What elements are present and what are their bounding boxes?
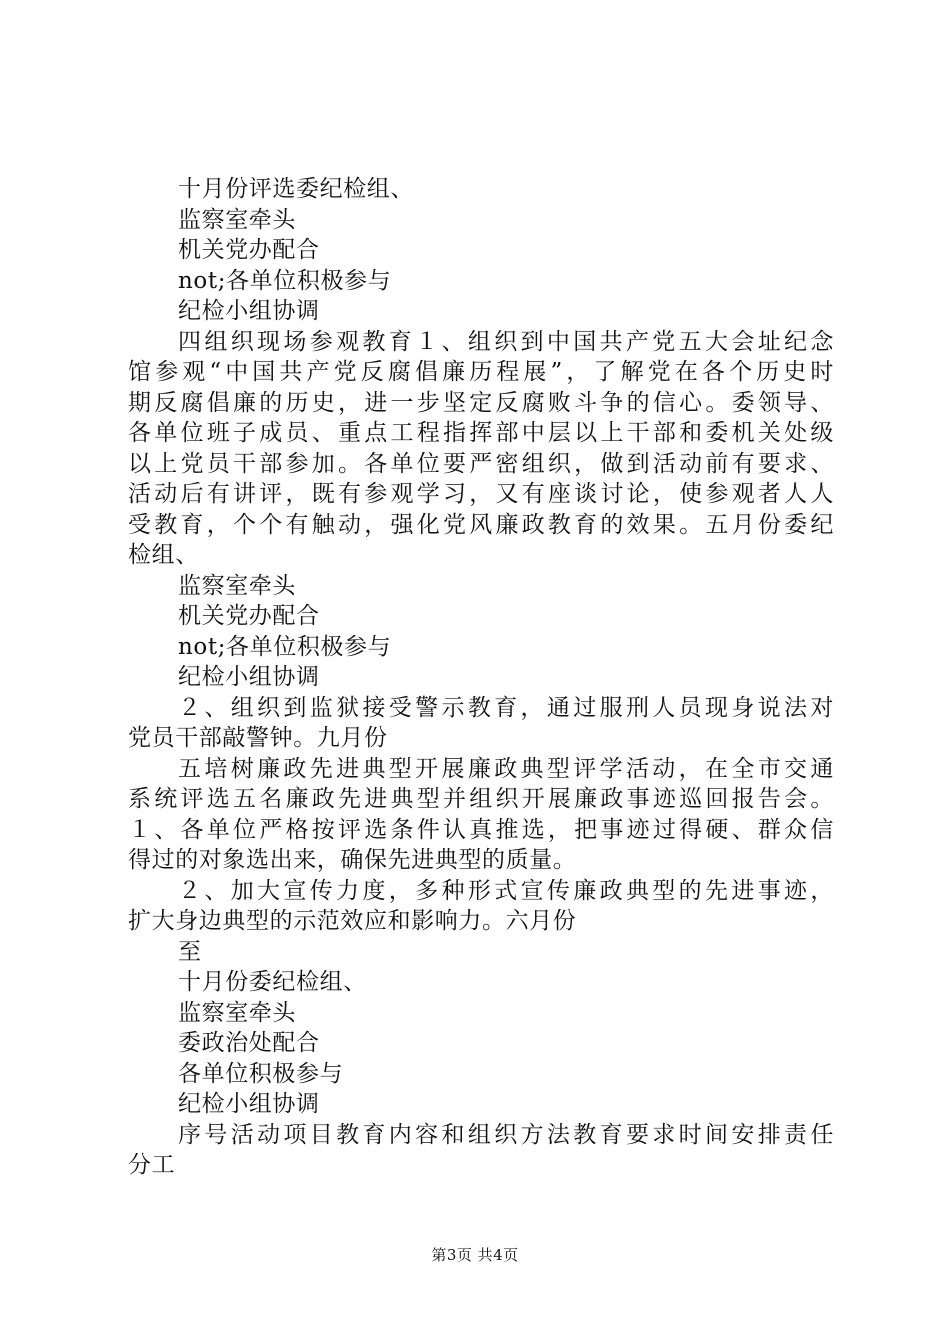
text-line: 十月份评选委纪检组、 (178, 176, 414, 202)
text-line: 各单位积极参与 (178, 1060, 344, 1087)
text-line: 受教育，个个有触动，强化党风廉政教育的效果。五月份委纪 (128, 511, 834, 538)
text-line: 机关党办配合 (178, 237, 320, 263)
document-body (128, 174, 834, 1181)
text-line: 各单位班子成员、重点工程指挥部中层以上干部和委机关处级 (128, 420, 834, 446)
text-line: 监察室牵头 (178, 206, 296, 233)
text-line: 至 (178, 938, 202, 965)
paragraph-first-line: 四组织现场参观教育１、组织到中国共产党五大会址纪念 (178, 328, 834, 355)
text-line: 检组、 (128, 542, 199, 568)
text-line: 党员干部敲警钟。九月份 (128, 725, 388, 751)
paragraph-first-line: ２、加大宣传力度，多种形式宣传廉政典型的先进事迹， (178, 877, 834, 904)
text-line: not;各单位积极参与 (178, 267, 392, 294)
page-number-footer: 第3页 共4页 (431, 1246, 519, 1264)
text-line: 纪检小组协调 (178, 298, 320, 324)
text-line: 期反腐倡廉的历史，进一步坚定反腐败斗争的信心。委领导、 (128, 389, 834, 416)
text-line: 纪检小组协调 (178, 664, 320, 690)
text-line: １、各单位严格按评选条件认真推选，把事迹过得硬、群众信 (128, 816, 834, 843)
text-line: 监察室牵头 (178, 999, 296, 1026)
paragraph-first-line: ２、组织到监狱接受警示教育，通过服刑人员现身说法对 (178, 694, 834, 721)
text-line: 活动后有讲评，既有参观学习，又有座谈讨论，使参观者人人 (128, 481, 834, 507)
paragraph-first-line: 五培树廉政先进典型开展廉政典型评学活动，在全市交通 (178, 755, 834, 782)
paragraph-first-line: 序号活动项目教育内容和组织方法教育要求时间安排责任 (178, 1121, 834, 1148)
text-line: 扩大身边典型的示范效应和影响力。六月份 (128, 908, 577, 934)
text-line: 得过的对象选出来，确保先进典型的质量。 (128, 847, 577, 873)
text-line: 系统评选五名廉政先进典型并组织开展廉政事迹巡回报告会。 (128, 786, 834, 812)
text-line: 分工 (128, 1152, 176, 1178)
text-line: 以上党员干部参加。各单位要严密组织，做到活动前有要求、 (128, 450, 834, 477)
text-line: 机关党办配合 (178, 603, 320, 629)
text-line: 十月份委纪检组、 (178, 969, 367, 995)
text-line: 委政治处配合 (178, 1030, 320, 1056)
text-line: 馆参观“中国共产党反腐倡廉历程展”，了解党在各个历史时 (128, 359, 834, 385)
text-line: 监察室牵头 (178, 572, 296, 599)
text-line: 纪检小组协调 (178, 1091, 320, 1117)
text-line: not;各单位积极参与 (178, 633, 392, 660)
